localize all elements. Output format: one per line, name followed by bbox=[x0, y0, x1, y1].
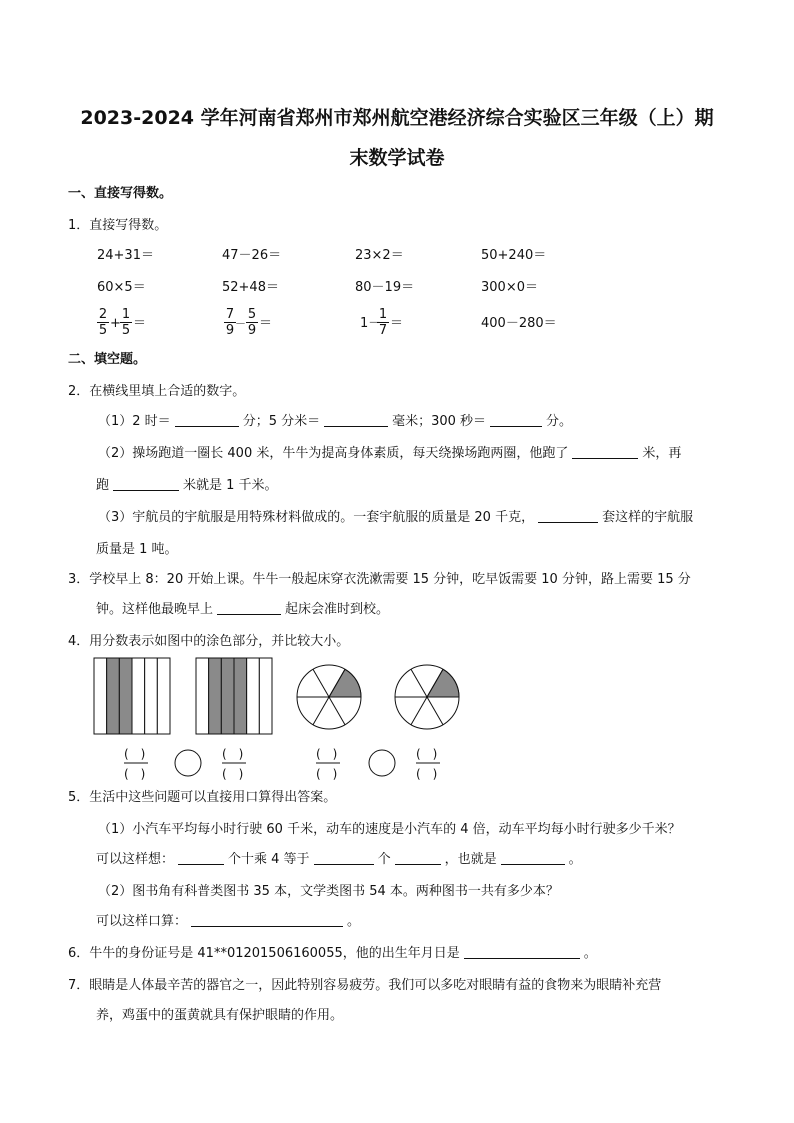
calc-r2-c3: 80－19＝ bbox=[355, 280, 415, 295]
rect-strip bbox=[94, 658, 107, 734]
q5-label: 5．生活中这些问题可以直接用口算得出答案。 bbox=[68, 790, 337, 805]
calc-r3-c4: 400－280＝ bbox=[481, 316, 557, 331]
fraction-numerator: 5 bbox=[247, 307, 257, 322]
q2-label: 2．在横线里填上合适的数字。 bbox=[68, 384, 246, 399]
title-line-2: 末数学试卷 bbox=[349, 147, 445, 169]
q7-line1: 7．眼睛是人体最辛苦的器官之一，因此特别容易疲劳。我们可以多吃对眼睛有益的食物来为眼睛补充营 bbox=[68, 978, 662, 993]
q3-line1: 3．学校早上 8：20 开始上课。牛牛一般起床穿衣洗漱需要 15 分钟，吃早饭需要 10 分钟，路上需要 15 分 bbox=[68, 572, 691, 587]
fraction-denominator: 9 bbox=[225, 323, 235, 338]
q2-p3-text-b: 套这样的宇航服 bbox=[602, 510, 694, 525]
q3-text-b: 钟。这样他最晚早上 bbox=[96, 602, 214, 617]
paren-top-2: ( ) bbox=[222, 747, 244, 761]
rect-figure-2 bbox=[196, 658, 272, 734]
paren-bottom-1: ( ) bbox=[124, 767, 146, 781]
calc-r1-c3: 23×2＝ bbox=[355, 248, 404, 263]
q4-label: 4．用分数表示如图中的涂色部分，并比较大小。 bbox=[68, 634, 350, 649]
circle-figure-2 bbox=[395, 665, 459, 729]
q2-part3-line2: 质量是 1 吨。 bbox=[96, 542, 178, 557]
calc-r2-c4: 300×0＝ bbox=[481, 280, 538, 295]
q2-p2-text-c: 跑 bbox=[96, 478, 110, 493]
fraction-numerator: 1 bbox=[121, 307, 131, 322]
rect-strip bbox=[259, 658, 272, 734]
answer-blank[interactable] bbox=[191, 912, 343, 927]
rect-strip bbox=[196, 658, 209, 734]
paren-bottom-2: ( ) bbox=[222, 767, 244, 781]
rect-strip bbox=[107, 658, 120, 734]
calc-r1-c2: 47－26＝ bbox=[222, 248, 282, 263]
paren-bottom-3: ( ) bbox=[316, 767, 338, 781]
answer-blank[interactable] bbox=[314, 850, 374, 865]
q5-part2: （2）图书角有科普类图书 35 本，文学类图书 54 本。两种图书一共有多少本？ bbox=[98, 884, 559, 899]
q5-p1b-text-b: 个十乘 4 等于 bbox=[228, 852, 310, 867]
q2-p1-text-c: 毫米；300 秒＝ bbox=[392, 414, 487, 429]
q6-line bbox=[68, 944, 597, 964]
answer-blank[interactable] bbox=[178, 850, 224, 865]
compare-circle-2[interactable] bbox=[369, 750, 395, 776]
q3-text-c: 起床会准时到校。 bbox=[285, 602, 390, 617]
rect-strip bbox=[132, 658, 145, 734]
paren-bottom-4: ( ) bbox=[416, 767, 438, 781]
q2-p2-text-d: 米就是 1 千米。 bbox=[183, 478, 278, 493]
q6-text-a: 6．牛牛的身份证号是 41**01201506160055，他的出生年月日是 bbox=[68, 946, 460, 961]
circle-figure-1 bbox=[297, 665, 361, 729]
one-minus: 1－ bbox=[360, 316, 382, 331]
fraction-numerator: 7 bbox=[225, 307, 235, 322]
paren-top-1: ( ) bbox=[124, 747, 146, 761]
q5-part1: （1）小汽车平均每小时行驶 60 千米，动车的速度是小汽车的 4 倍，动车平均每小时行驶多少千米？ bbox=[98, 822, 681, 837]
calc-r1-c1: 24+31＝ bbox=[97, 248, 154, 263]
rect-strip bbox=[145, 658, 158, 734]
q2-p1-text-d: 分。 bbox=[546, 414, 573, 429]
q5-part2-calc bbox=[96, 912, 360, 932]
rect-strip bbox=[157, 658, 170, 734]
equals-sign: ＝ bbox=[259, 316, 273, 331]
q5-p1b-text-e: 。 bbox=[568, 852, 582, 867]
fraction-denominator: 5 bbox=[121, 323, 131, 338]
minus-sign: － bbox=[235, 317, 246, 330]
calc-r1-c4: 50+240＝ bbox=[481, 248, 547, 263]
section1-heading: 一、直接写得数。 bbox=[68, 186, 173, 201]
q1-label: 1．直接写得数。 bbox=[68, 218, 168, 233]
fraction-denominator: 9 bbox=[247, 323, 257, 338]
q2-p1-text-a: （1）2 时＝ bbox=[98, 414, 171, 429]
rect-strip bbox=[119, 658, 132, 734]
compare-circle-1[interactable] bbox=[175, 750, 201, 776]
q2-p3-text-a: （3）宇航员的宇航服是用特殊材料做成的。一套宇航服的质量是 20 千克， bbox=[98, 510, 535, 525]
answer-blank[interactable] bbox=[395, 850, 441, 865]
rect-strip bbox=[221, 658, 234, 734]
q2-p1-text-b: 分；5 分米＝ bbox=[242, 414, 321, 429]
answer-blank[interactable] bbox=[501, 850, 565, 865]
q5-p2b-text-b: 。 bbox=[347, 914, 361, 929]
equals-sign: ＝ bbox=[133, 316, 147, 331]
q2-p2-text-b: 米，再 bbox=[642, 446, 682, 461]
rect-strip bbox=[247, 658, 260, 734]
title-line-1: 2023-2024 学年河南省郑州市郑州航空港经济综合实验区三年级（上）期 bbox=[80, 107, 714, 129]
paren-top-4: ( ) bbox=[416, 747, 438, 761]
fraction-denominator: 5 bbox=[98, 323, 108, 338]
answer-blank[interactable] bbox=[464, 944, 580, 959]
q5-p1b-text-a: 可以这样想： bbox=[96, 852, 175, 867]
q2-p2-text-a: （2）操场跑道一圈长 400 米，牛牛为提高身体素质，每天绕操场跑两圈，他跑了 bbox=[98, 446, 569, 461]
paren-top-3: ( ) bbox=[316, 747, 338, 761]
fraction-numerator: 2 bbox=[98, 307, 108, 322]
fraction-numerator: 1 bbox=[378, 307, 388, 322]
equals-sign: ＝ bbox=[390, 316, 404, 331]
plus-sign: + bbox=[110, 316, 121, 331]
fraction-denominator: 7 bbox=[378, 323, 388, 338]
q5-p1b-text-c: 个 bbox=[377, 852, 391, 867]
calc-r2-c2: 52+48＝ bbox=[222, 280, 279, 295]
q5-p1b-text-d: ，也就是 bbox=[444, 852, 497, 867]
rect-strip bbox=[209, 658, 222, 734]
q7-line2: 养，鸡蛋中的蛋黄就具有保护眼睛的作用。 bbox=[96, 1008, 344, 1023]
section2-heading: 二、填空题。 bbox=[68, 352, 147, 367]
q5-p2b-text-a: 可以这样口算： bbox=[96, 914, 188, 929]
q5-part1-think bbox=[96, 850, 582, 870]
q6-text-b: 。 bbox=[583, 946, 597, 961]
rect-figure-1 bbox=[94, 658, 170, 734]
rect-strip bbox=[234, 658, 247, 734]
calc-r2-c1: 60×5＝ bbox=[97, 280, 146, 295]
